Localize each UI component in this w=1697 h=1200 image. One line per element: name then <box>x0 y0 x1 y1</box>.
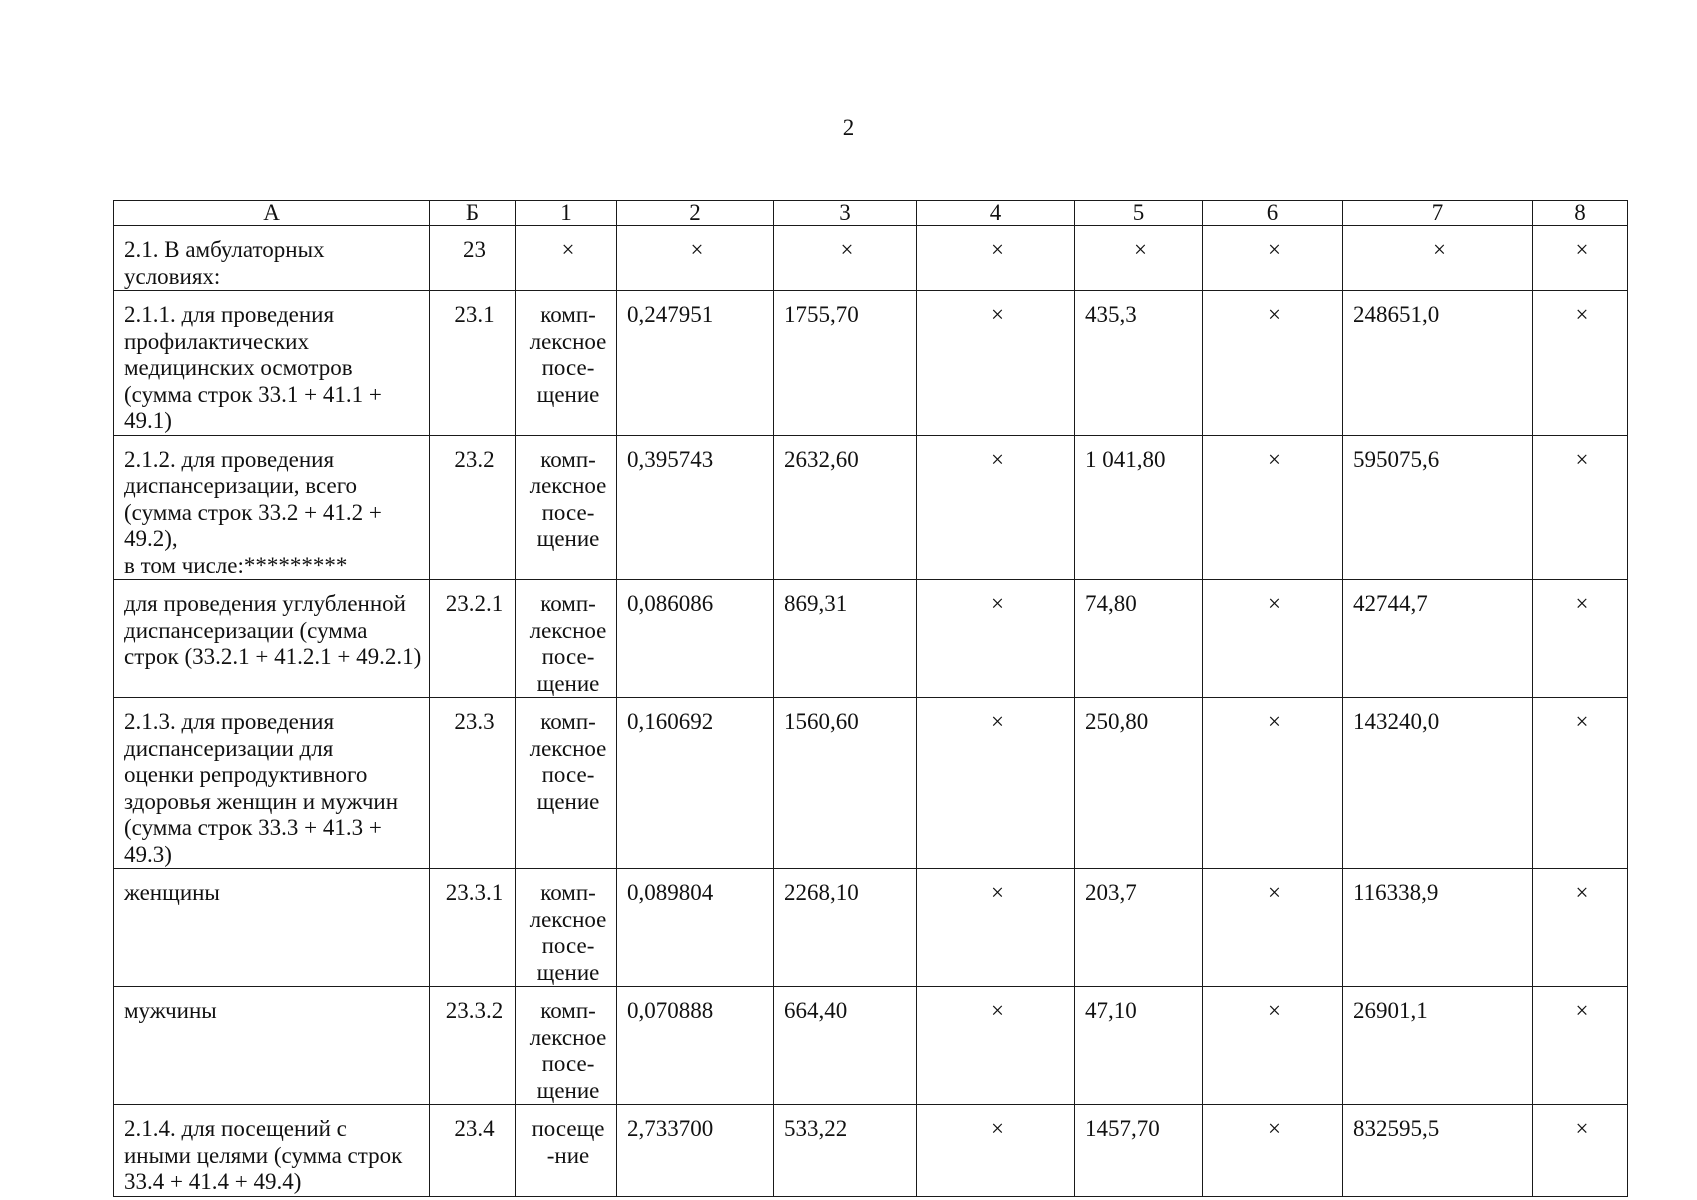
table-row <box>114 580 1628 698</box>
row-name-line: профилактических <box>124 328 309 354</box>
row-value-cell-col6: × <box>1203 226 1343 291</box>
row-value-cell-col7: 116338,9 <box>1343 869 1533 987</box>
row-name-line: медицинских осмотров <box>124 355 353 380</box>
row-value-cell-col6: × <box>1203 435 1343 580</box>
table-row <box>114 291 1628 436</box>
row-unit-line: посе- <box>541 933 595 958</box>
row-value-cell-col4: × <box>917 1105 1075 1197</box>
row-name-cell <box>114 226 430 291</box>
row-unit-line: лексное <box>529 906 607 932</box>
row-unit-line: комп- <box>540 302 596 327</box>
row-unit-line: лексное <box>529 328 607 354</box>
row-value-cell-col5: 203,7 <box>1075 869 1203 987</box>
row-code-cell: 23.3 <box>430 698 516 869</box>
row-name-line: условиях: <box>124 263 221 289</box>
row-value-cell-col8: × <box>1533 580 1628 698</box>
row-value-cell-col4: × <box>917 291 1075 436</box>
row-name-cell <box>114 698 430 869</box>
row-value-cell-col5: 250,80 <box>1075 698 1203 869</box>
row-name-line: строк (33.2.1 + 41.2.1 + 49.2.1) <box>124 644 422 669</box>
row-name-line: 2.1.2. для проведения <box>124 446 335 472</box>
row-value-cell-col8: × <box>1533 435 1628 580</box>
row-value-cell-col6: × <box>1203 869 1343 987</box>
row-value-cell-col7: 143240,0 <box>1343 698 1533 869</box>
row-unit-cell <box>516 869 617 987</box>
row-value-cell-col5: × <box>1075 226 1203 291</box>
row-unit-line: щение <box>536 670 600 696</box>
row-value-cell-col5: 1457,70 <box>1075 1105 1203 1197</box>
row-unit-line: комп- <box>540 446 596 472</box>
row-code-cell: 23 <box>430 226 516 291</box>
table-row <box>114 987 1628 1105</box>
page-number: 2 <box>842 115 855 140</box>
row-code-cell: 23.4 <box>430 1105 516 1197</box>
row-unit-line: комп- <box>540 880 596 905</box>
row-value-cell-col3: 2632,60 <box>774 435 917 580</box>
row-name-cell <box>114 869 430 987</box>
row-unit-line: × <box>561 237 575 262</box>
row-name-line: иными целями (сумма строк <box>124 1142 403 1168</box>
row-code-cell: 23.2 <box>430 435 516 580</box>
row-name-line: здоровья женщин и мужчин <box>124 788 399 814</box>
row-name-cell <box>114 987 430 1105</box>
table-row <box>114 226 1628 291</box>
row-value-cell-col7: 26901,1 <box>1343 987 1533 1105</box>
row-unit-cell <box>516 987 617 1105</box>
row-unit-line: посеще <box>531 1116 605 1141</box>
row-value-cell-col5: 1 041,80 <box>1075 435 1203 580</box>
row-value-cell-col2: 0,070888 <box>617 987 774 1105</box>
row-value-cell-col2: × <box>617 226 774 291</box>
row-value-cell-col2: 0,086086 <box>617 580 774 698</box>
row-value-cell-col2: 0,160692 <box>617 698 774 869</box>
row-unit-line: комп- <box>540 709 596 734</box>
row-unit-line: лексное <box>529 617 607 643</box>
row-value-cell-col8: × <box>1533 987 1628 1105</box>
row-value-cell-col2: 0,247951 <box>617 291 774 436</box>
row-unit-line: посе- <box>541 1051 595 1076</box>
row-value-cell-col6: × <box>1203 1105 1343 1197</box>
row-name-line: 2.1.1. для проведения <box>124 302 335 327</box>
row-unit-line: комп- <box>540 591 596 616</box>
row-name-line: в том числе:********* <box>124 552 348 578</box>
row-unit-line: щение <box>536 526 600 551</box>
row-name-line: для проведения углубленной <box>124 591 406 616</box>
data-table <box>113 200 1628 1197</box>
row-value-cell-col4: × <box>917 580 1075 698</box>
row-value-cell-col4: × <box>917 435 1075 580</box>
row-name-line: 2.1. В амбулаторных <box>124 237 325 262</box>
row-value-cell-col8: × <box>1533 1105 1628 1197</box>
row-value-cell-col5: 435,3 <box>1075 291 1203 436</box>
row-unit-line: щение <box>536 959 600 985</box>
row-value-cell-col8: × <box>1533 698 1628 869</box>
column-header: 1 <box>516 201 617 226</box>
column-header: 4 <box>917 201 1075 226</box>
row-value-cell-col7: × <box>1343 226 1533 291</box>
row-value-cell-col2: 0,089804 <box>617 869 774 987</box>
row-name-line: диспансеризации (сумма <box>124 617 368 643</box>
row-name-cell <box>114 580 430 698</box>
row-unit-cell <box>516 1105 617 1197</box>
row-value-cell-col8: × <box>1533 869 1628 987</box>
row-name-line: оценки репродуктивного <box>124 762 368 787</box>
row-name-line: диспансеризации для <box>124 735 334 761</box>
row-value-cell-col2: 0,395743 <box>617 435 774 580</box>
row-unit-cell <box>516 291 617 436</box>
column-header: 2 <box>617 201 774 226</box>
table-row <box>114 1105 1628 1197</box>
column-header: 5 <box>1075 201 1203 226</box>
row-unit-line: посе- <box>541 762 595 787</box>
row-name-cell <box>114 291 430 436</box>
row-value-cell-col4: × <box>917 869 1075 987</box>
row-unit-cell <box>516 698 617 869</box>
row-value-cell-col3: 533,22 <box>774 1105 917 1197</box>
row-value-cell-col4: × <box>917 226 1075 291</box>
row-unit-line: -ние <box>546 1142 590 1168</box>
row-unit-line: лексное <box>529 473 607 498</box>
row-name-cell <box>114 435 430 580</box>
row-value-cell-col3: 1755,70 <box>774 291 917 436</box>
row-value-cell-col3: 869,31 <box>774 580 917 698</box>
row-value-cell-col4: × <box>917 987 1075 1105</box>
row-unit-line: лексное <box>529 1024 607 1050</box>
row-unit-cell <box>516 580 617 698</box>
row-unit-line: щение <box>536 381 600 407</box>
column-header: А <box>114 201 430 226</box>
row-name-line: 33.4 + 41.4 + 49.4) <box>124 1169 302 1194</box>
row-unit-line: посе- <box>541 355 595 380</box>
row-code-cell: 23.3.1 <box>430 869 516 987</box>
table-row <box>114 869 1628 987</box>
row-value-cell-col3: 664,40 <box>774 987 917 1105</box>
column-header: Б <box>430 201 516 226</box>
row-value-cell-col7: 832595,5 <box>1343 1105 1533 1197</box>
row-value-cell-col7: 42744,7 <box>1343 580 1533 698</box>
row-value-cell-col2: 2,733700 <box>617 1105 774 1197</box>
column-header: 7 <box>1343 201 1533 226</box>
row-value-cell-col6: × <box>1203 580 1343 698</box>
row-name-line: мужчины <box>124 998 217 1023</box>
row-value-cell-col5: 47,10 <box>1075 987 1203 1105</box>
row-code-cell: 23.2.1 <box>430 580 516 698</box>
row-value-cell-col3: × <box>774 226 917 291</box>
column-header: 6 <box>1203 201 1343 226</box>
row-unit-line: щение <box>536 788 600 814</box>
row-unit-line: посе- <box>541 499 595 525</box>
row-name-line: женщины <box>124 880 220 905</box>
row-value-cell-col7: 248651,0 <box>1343 291 1533 436</box>
row-code-cell: 23.3.2 <box>430 987 516 1105</box>
table-row <box>114 435 1628 580</box>
row-unit-line: посе- <box>541 644 595 669</box>
row-name-line: (сумма строк 33.3 + 41.3 + 49.3) <box>124 815 382 867</box>
row-value-cell-col3: 2268,10 <box>774 869 917 987</box>
row-name-cell <box>114 1105 430 1197</box>
row-unit-cell <box>516 226 617 291</box>
row-value-cell-col5: 74,80 <box>1075 580 1203 698</box>
row-unit-line: щение <box>536 1077 600 1103</box>
row-unit-line: лексное <box>529 735 607 761</box>
column-header: 3 <box>774 201 917 226</box>
row-value-cell-col6: × <box>1203 698 1343 869</box>
row-value-cell-col3: 1560,60 <box>774 698 917 869</box>
row-unit-cell <box>516 435 617 580</box>
column-header: 8 <box>1533 201 1628 226</box>
row-unit-line: комп- <box>540 998 596 1023</box>
row-value-cell-col6: × <box>1203 987 1343 1105</box>
row-name-line: 2.1.3. для проведения <box>124 709 335 734</box>
row-value-cell-col7: 595075,6 <box>1343 435 1533 580</box>
table-row <box>114 698 1628 869</box>
row-name-line: 2.1.4. для посещений с <box>124 1116 347 1141</box>
row-name-line: (сумма строк 33.2 + 41.2 + 49.2), <box>124 499 382 551</box>
row-name-line: (сумма строк 33.1 + 41.1 + 49.1) <box>124 381 382 433</box>
row-value-cell-col6: × <box>1203 291 1343 436</box>
row-value-cell-col4: × <box>917 698 1075 869</box>
table-header-row <box>114 201 1628 226</box>
row-name-line: диспансеризации, всего <box>124 473 358 498</box>
row-value-cell-col8: × <box>1533 226 1628 291</box>
row-value-cell-col8: × <box>1533 291 1628 436</box>
row-code-cell: 23.1 <box>430 291 516 436</box>
